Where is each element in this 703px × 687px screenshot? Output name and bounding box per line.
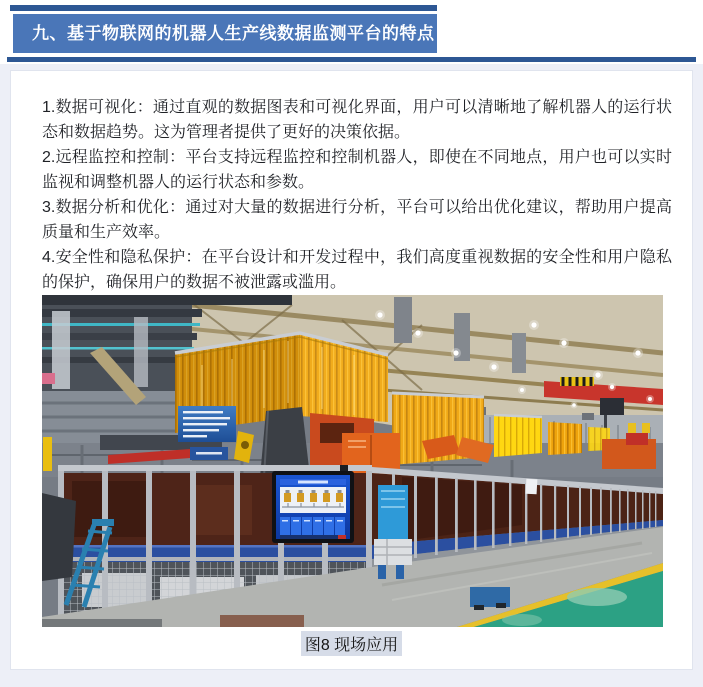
header-accent-bar — [10, 5, 437, 11]
feature-item-3: 3.数据分析和优化：通过对大量的数据进行分析，平台可以给出优化建议，帮助用户提高质量和生产效率。 — [42, 199, 672, 241]
page-title: 九、基于物联网的机器人生产线数据监测平台的特点 — [13, 14, 437, 53]
hoist-unit — [600, 398, 624, 415]
notice-sheet — [526, 479, 538, 495]
fence-junction-panel — [374, 485, 412, 579]
figure-caption: 图8 现场应用 — [301, 631, 402, 656]
scada-monitor — [272, 465, 354, 543]
header-section — [0, 0, 703, 64]
machine-wheel — [474, 605, 484, 610]
feature-list — [42, 95, 672, 295]
content-card — [10, 70, 693, 670]
machine-wheel — [496, 603, 506, 608]
hopper-bin — [42, 493, 76, 581]
feature-item-2: 2.远程监控和控制：平台支持远程监控和控制机器人，即使在不同地点，用户也可以实时监视和调整机器人的运行状态和参数。 — [42, 149, 672, 191]
figure-image — [42, 295, 663, 627]
factory-photo-illustration — [42, 295, 663, 627]
figure-caption-row — [11, 631, 692, 656]
header-rule — [7, 57, 696, 62]
feature-item-1: 1.数据可视化：通过直观的数据图表和可视化界面，用户可以清晰地了解机器人的运行状态和数据趋势。这为管理者提供了更好的决策依据。 — [42, 99, 672, 141]
feature-item-4: 4.安全性和隐私保护：在平台设计和开发过程中，我们高度重视数据的安全性和用户隐私的保护，确保用户的数据不被泄露或滥用。 — [42, 249, 672, 291]
